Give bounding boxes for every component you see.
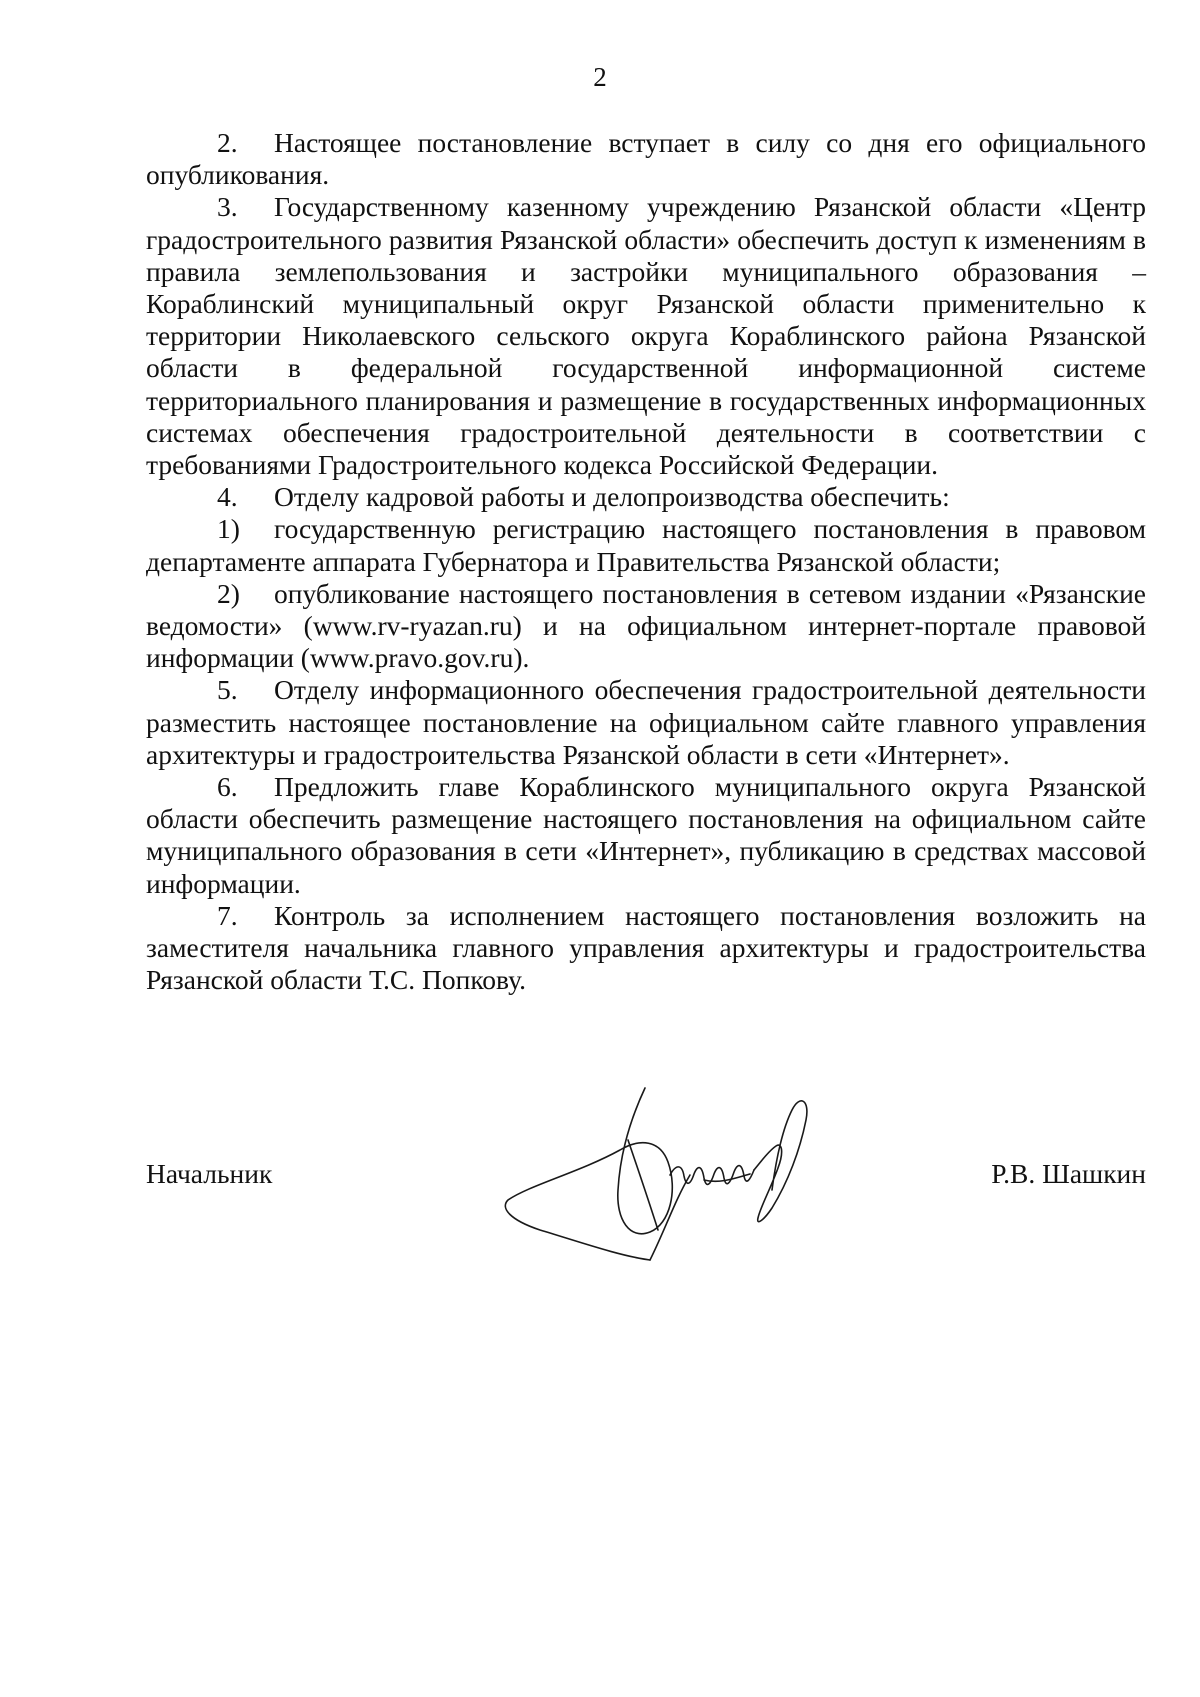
document-body <box>146 127 1146 996</box>
signer-position: Начальник <box>146 1158 273 1189</box>
paragraph-number: 6. <box>217 771 238 803</box>
paragraph-text: Отделу кадровой работы и делопроизводства обеспечить: <box>274 481 950 513</box>
paragraph-text: Отделу информационного обеспечения градостроительной деятельности разместить настоящее постановление на официальном сайте главного управления архитектуры и градостроительства Рязанской области в сети «Интернет». <box>146 674 1146 770</box>
paragraph-text: опубликование настоящего постановления в сетевом издании «Рязанские ведомости» (www.rv-ryazan.ru) и на официальном интернет-портале правовой информации (www.pravo.gov.ru). <box>146 577 1146 674</box>
paragraph-number: 4. <box>217 481 238 513</box>
paragraph-number: 2) <box>217 577 240 609</box>
paragraph-number: 3. <box>217 191 238 223</box>
subparagraph-2 <box>146 578 1146 675</box>
page-number: 2 <box>593 62 607 92</box>
paragraph-3 <box>146 191 1146 481</box>
paragraph-7 <box>146 900 1146 997</box>
paragraph-6 <box>146 771 1146 900</box>
paragraph-text: Государственному казенному учреждению Рязанской области «Центр градостроительного развития Рязанской области» обеспечить доступ к изменениям в правила землепользования и застройки муниципального образования – Кораблинский муниципальный округ Рязанской области применительно к территории Николаевского сельского округа Кораблинского района Рязанской области в федеральной государственной информационной системе территориального планирования и размещение в государственных информационных системах обеспечения градостроительной деятельности в соответствии с требованиями Градостроительного кодекса Российской Федерации. <box>146 191 1146 481</box>
paragraph-number: 7. <box>217 899 238 931</box>
paragraph-text: государственную регистрацию настоящего постановления в правовом департаменте аппарата Губернатора и Правительства Рязанской области; <box>146 513 1146 577</box>
paragraph-text: Настоящее постановление вступает в силу со дня его официального опубликования. <box>146 127 1146 191</box>
paragraph-4 <box>146 481 1146 513</box>
paragraph-text: Предложить главе Кораблинского муниципального округа Рязанской области обеспечить размещение настоящего постановления на официальном сайте муниципального образования в сети «Интернет», публикацию в средствах массовой информации. <box>146 771 1146 899</box>
signer-name: Р.В. Шашкин <box>991 1158 1146 1189</box>
paragraph-number: 5. <box>217 674 238 706</box>
paragraph-2 <box>146 127 1146 191</box>
paragraph-text: Контроль за исполнением настоящего постановления возложить на заместителя начальника главного управления архитектуры и градостроительства Рязанской области Т.С. Попкову. <box>146 899 1146 996</box>
paragraph-5 <box>146 674 1146 771</box>
paragraph-number: 2. <box>217 127 238 158</box>
subparagraph-1 <box>146 513 1146 577</box>
signature-block <box>146 1158 1146 1198</box>
paragraph-number: 1) <box>217 513 240 545</box>
